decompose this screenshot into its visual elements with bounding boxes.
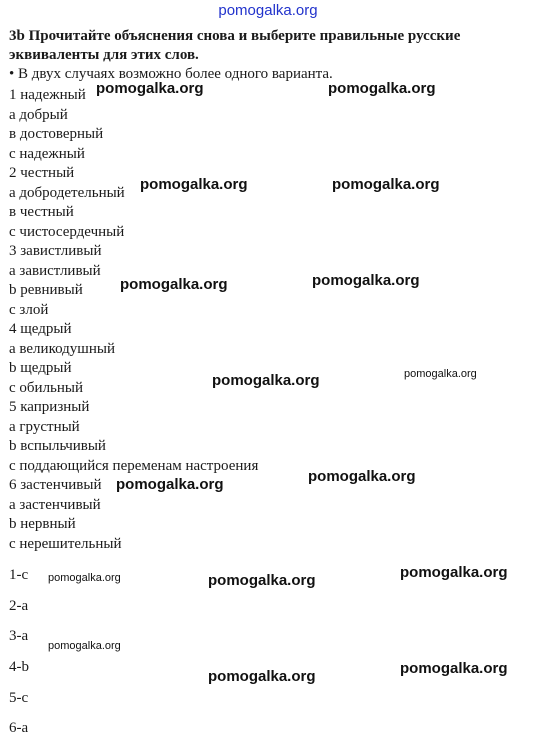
answer-list	[9, 565, 29, 749]
list-item: a завистливый	[9, 262, 101, 279]
watermark: pomogalka.org	[332, 176, 440, 193]
list-item: b щедрый	[9, 360, 72, 376]
list-item: b нервный	[9, 516, 76, 532]
list-item: b вспыльчивый	[9, 438, 106, 454]
watermark: pomogalka.org	[328, 80, 436, 97]
answer-item: 6-a	[9, 720, 29, 737]
list-item: 3 завистливый	[9, 243, 102, 259]
list-item: 6 застенчивый	[9, 477, 102, 493]
watermark: pomogalka.org	[116, 476, 224, 493]
answer-item: 2-a	[9, 597, 29, 614]
watermark: pomogalka.org	[400, 660, 508, 677]
site-watermark: pomogalka.org	[218, 2, 318, 19]
list-item: 5 капризный	[9, 399, 90, 415]
watermark: pomogalka.org	[212, 372, 320, 389]
answer-item: 1-c	[9, 567, 29, 583]
watermark: pomogalka.org	[140, 176, 248, 193]
watermark: pomogalka.org	[404, 368, 477, 380]
list-item: a добродетельный	[9, 184, 125, 201]
watermark: pomogalka.org	[208, 572, 316, 589]
list-item: 2 честный	[9, 165, 75, 181]
list-item: в честный	[9, 204, 74, 220]
list-item: a великодушный	[9, 340, 115, 357]
answer-item: 3-a	[9, 628, 29, 645]
list-item: b ревнивый	[9, 282, 83, 298]
list-item: a добрый	[9, 106, 68, 123]
watermark: pomogalka.org	[208, 668, 316, 685]
answer-item: 5-c	[9, 689, 29, 706]
answer-item: 4-b	[9, 659, 29, 676]
exercise-heading: 3b Прочитайте объяснения снова и выберите правильные русские эквиваленты для этих слов.	[9, 28, 461, 63]
list-item: в достоверный	[9, 126, 104, 142]
watermark: pomogalka.org	[120, 276, 228, 293]
list-item: a грустный	[9, 418, 80, 435]
watermark: pomogalka.org	[400, 564, 508, 581]
list-item: 4 щедрый	[9, 321, 72, 337]
watermark: pomogalka.org	[48, 572, 121, 584]
exercise-note: • В двух случаях возможно более одного варианта.	[9, 66, 333, 82]
list-item: 1 надежный	[9, 87, 86, 103]
list-item: a застенчивый	[9, 496, 101, 513]
watermark: pomogalka.org	[96, 80, 204, 97]
list-item: c чистосердечный	[9, 223, 125, 240]
list-item: c обильный	[9, 379, 84, 396]
list-item: c поддающийся переменам настроения	[9, 457, 259, 474]
watermark: pomogalka.org	[308, 468, 416, 485]
watermark: pomogalka.org	[312, 272, 420, 289]
watermark: pomogalka.org	[48, 640, 121, 652]
list-item: c нерешительный	[9, 535, 122, 552]
list-item: c надежный	[9, 145, 85, 162]
list-item: c злой	[9, 301, 49, 318]
